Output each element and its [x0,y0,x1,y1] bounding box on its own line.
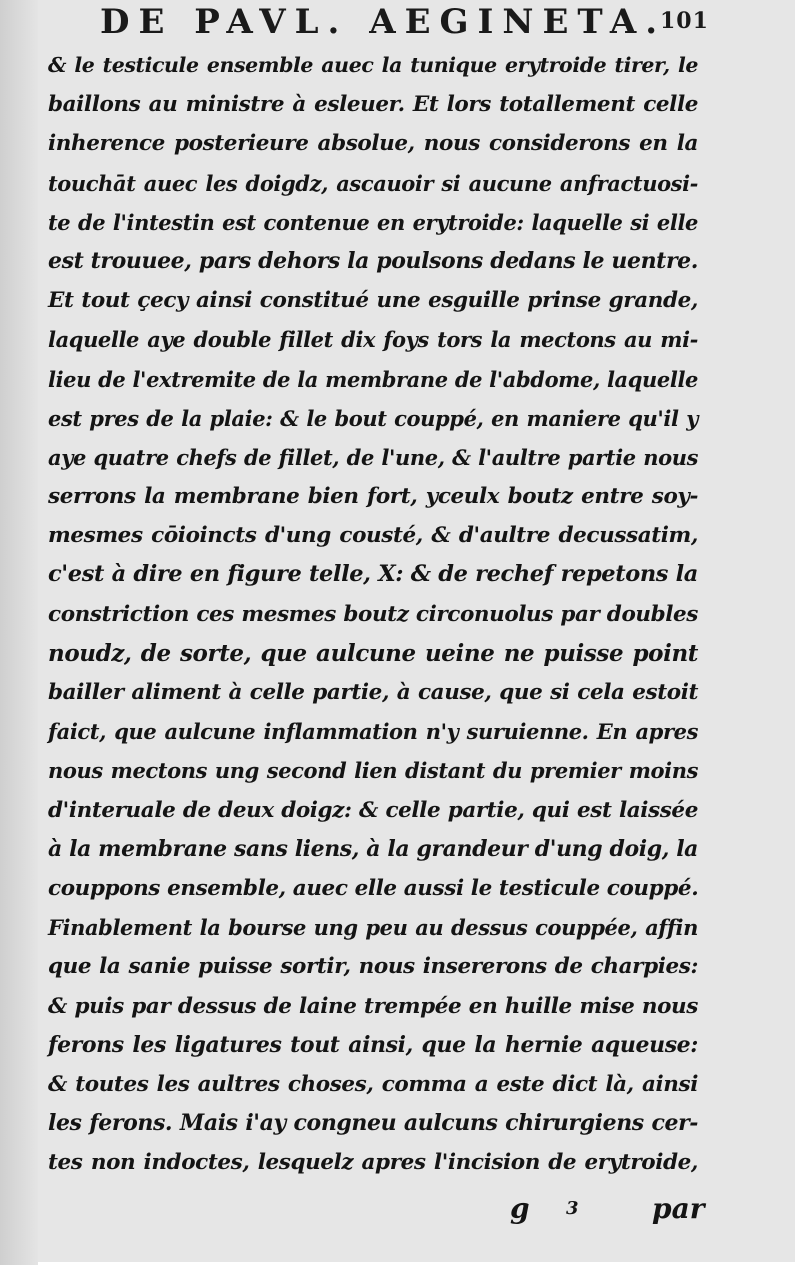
text-line: & le testicule ensemble auec la tunique erytroide tirer, le [48,53,698,77]
text-line: nous mectons ung second lien distant du premier moins [48,758,698,784]
text-line: & puis par dessus de laine trempée en huille mise nous [48,993,698,1019]
page-footer [500,1188,705,1228]
signature-number: 3 [566,1198,579,1219]
text-line: les ferons. Mais i'ay congneu aulcuns chirurgiens cer- [48,1110,698,1137]
text-line: baillons au ministre à esleuer. Et lors totallement celle [48,92,698,118]
text-line: laquelle aye double fillet dix foys tors la mectons au mi- [48,327,698,353]
text-line: touchāt auec les doigdz, ascauoir si aucune anfractuosi- [48,170,698,196]
text-line: Et tout çecy ainsi constitué une esguille prinse grande, [48,288,698,314]
text-line: est pres de la plaie: & le bout couppé, en maniere qu'il y [48,405,698,431]
text-line: bailler aliment à celle partie, à cause, que si cela estoit [48,680,698,705]
text-line: inherence posterieure absolue, nous considerons en la [48,131,698,157]
catchword: par [652,1192,705,1225]
body-text [48,46,698,1182]
signature-mark: g [510,1192,530,1225]
text-line: que la sanie puisse sortir, nous insererons de charpies: [48,954,698,980]
text-line: te de l'intestin est contenue en erytroide: laquelle si elle [48,209,698,235]
text-line: d'interuale de deux doigz: & celle partie, qui est laissée [48,797,698,823]
text-line: faict, que aulcune inflammation n'y suruienne. En apres [48,719,698,745]
page-number: 101 [660,8,709,34]
text-line: tes non indoctes, lesquelz apres l'incision de erytroide, [48,1150,698,1176]
text-line: & toutes les aultres choses, comma a este dict là, ainsi [48,1071,698,1097]
text-line: ferons les ligatures tout ainsi, que la hernie aqueuse: [48,1031,698,1058]
text-line: Finablement la bourse ung peu au dessus couppée, affin [48,915,698,941]
page-header [80,2,720,42]
text-line: lieu de l'extremite de la membrane de l'abdome, laquelle [48,366,698,392]
text-line: couppons ensemble, auec elle aussi le testicule couppé. [48,875,699,901]
text-line: aye quatre chefs de fillet, de l'une, & l'aultre partie nous [48,444,698,470]
text-line: est trouuee, pars dehors la poulsons dedans le uentre. [48,247,698,274]
text-line: à la membrane sans liens, à la grandeur d'ung doig, la [48,835,699,862]
text-line: c'est à dire en figure telle, X: & de rechef repetons la [48,561,698,588]
text-line: serrons la membrane bien fort, yceulx boutz entre soy- [48,484,698,510]
running-title: DE PAVL. AEGINETA. [100,2,667,42]
text-line: mesmes cōioincts d'ung cousté, & d'aultre decussatim, [48,523,698,549]
text-line: noudz, de sorte, que aulcune ueine ne puisse point [48,639,698,667]
text-line: constriction ces mesmes boutz circonuolus par doubles [48,601,698,627]
page-gutter-shadow [0,0,38,1265]
